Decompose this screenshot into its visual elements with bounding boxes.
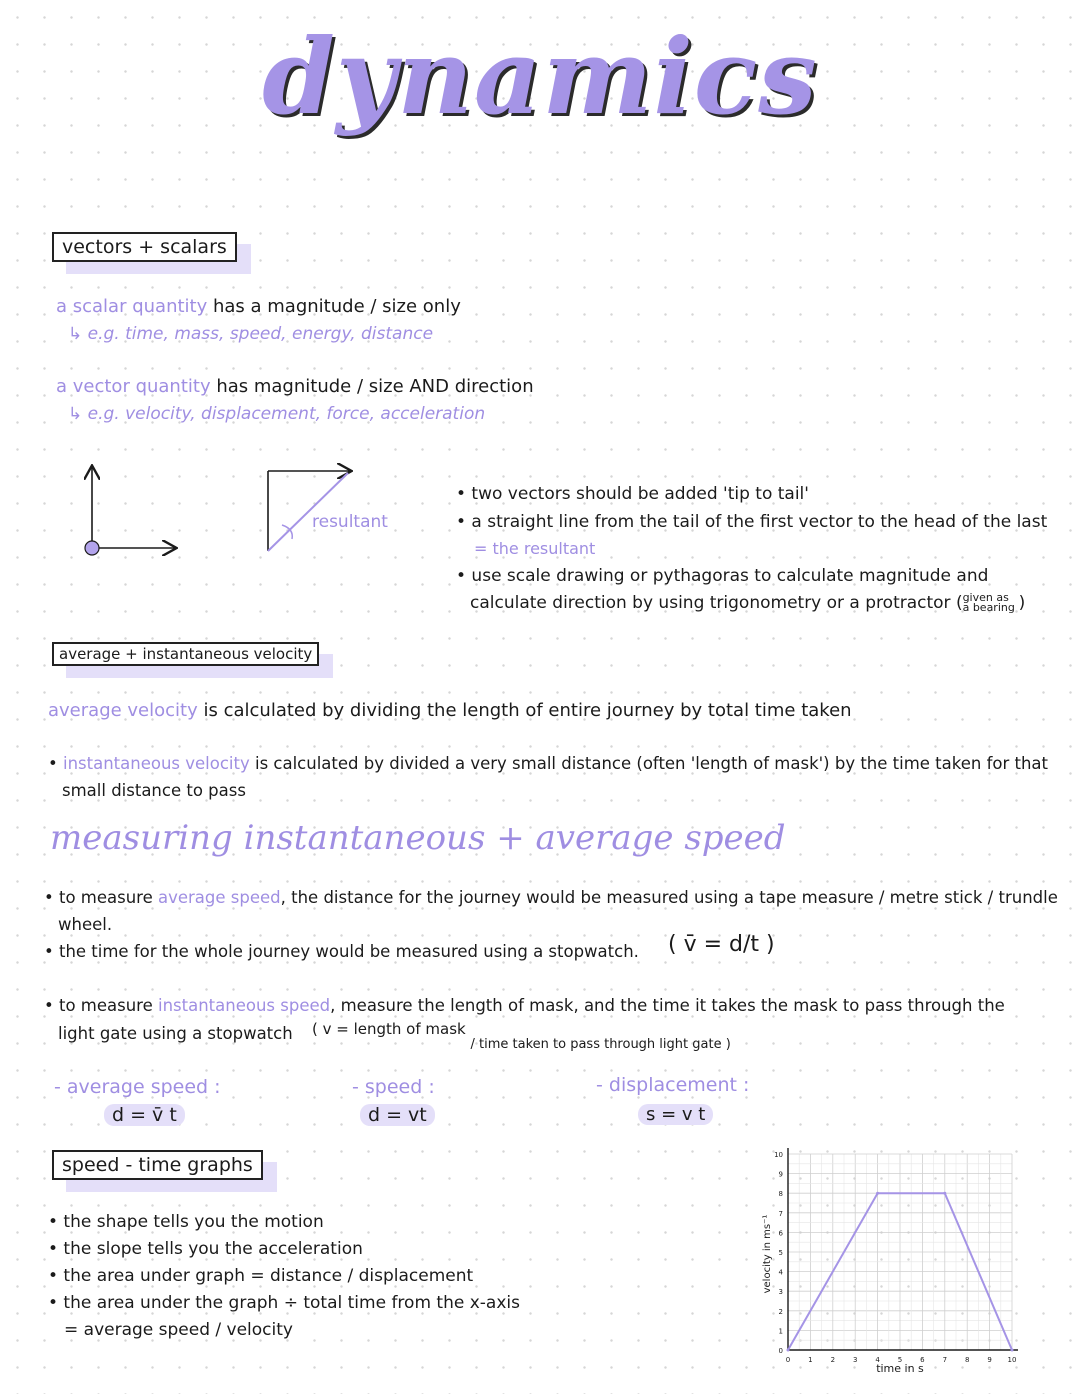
note-tip-to-tail: • two vectors should be added 'tip to tail' xyxy=(456,484,809,504)
average-velocity-formula: ( v̄ = d/t ) xyxy=(668,932,775,957)
measure-inst-prefix: • to measure xyxy=(44,996,158,1015)
x-tick-label: 0 xyxy=(785,1356,791,1364)
scalar-term: a scalar quantity xyxy=(56,296,208,317)
chart-x-label: time in s xyxy=(876,1362,924,1375)
y-tick-label: 7 xyxy=(778,1209,783,1218)
x-tick-label: 2 xyxy=(830,1356,836,1364)
measuring-heading: measuring instantaneous + average speed xyxy=(50,818,786,858)
section-heading-graphs: speed - time graphs xyxy=(52,1150,263,1180)
y-tick-label: 10 xyxy=(774,1151,783,1159)
vector-definition xyxy=(56,376,534,397)
data-point xyxy=(943,1192,946,1195)
y-tick-label: 4 xyxy=(778,1268,783,1277)
speed-equation: d = vt xyxy=(360,1104,435,1126)
y-tick-label: 9 xyxy=(778,1170,783,1179)
tip-to-tail-vectors xyxy=(268,471,350,551)
chart-grid xyxy=(788,1154,1012,1350)
speed-label: - speed : xyxy=(352,1076,435,1098)
measure-average-term: average speed xyxy=(158,888,281,907)
resultant-label: resultant xyxy=(312,512,388,532)
scalar-rest: has a magnitude / size only xyxy=(207,296,461,317)
measure-average-prefix: • to measure xyxy=(44,888,158,907)
instantaneous-speed-formula xyxy=(312,1020,731,1052)
y-tick-label: 1 xyxy=(778,1327,783,1336)
perpendicular-vectors xyxy=(85,467,175,555)
graph-note-area: • the area under graph = distance / displacement xyxy=(48,1266,474,1286)
note-bearing: given as a bearing xyxy=(962,591,1015,614)
instantaneous-velocity-term: instantaneous velocity xyxy=(62,754,250,773)
formula-denominator: / time taken to pass through light gate ) xyxy=(470,1037,731,1052)
x-tick-label: 5 xyxy=(897,1356,903,1364)
chart-axes xyxy=(788,1148,1018,1350)
speed-time-chart xyxy=(752,1142,1032,1378)
vector-rest: has magnitude / size AND direction xyxy=(210,376,534,397)
note-close-paren: ) xyxy=(1018,593,1026,613)
x-tick-label: 8 xyxy=(964,1356,970,1364)
average-velocity-rest: is calculated by dividing the length of entire journey by total time taken xyxy=(197,700,852,721)
x-tick-label: 1 xyxy=(808,1356,813,1364)
data-point xyxy=(876,1192,879,1195)
measure-inst-term: instantaneous speed xyxy=(158,996,331,1015)
x-tick-label: 6 xyxy=(920,1356,925,1364)
measure-average-speed xyxy=(44,888,1058,907)
instantaneous-velocity-cont: small distance to pass xyxy=(62,781,246,800)
vector-term: a vector quantity xyxy=(56,376,211,397)
note-direction xyxy=(470,593,1025,613)
measure-instantaneous-speed xyxy=(44,996,1005,1015)
section-heading-velocity: average + instantaneous velocity xyxy=(52,642,319,666)
formula-numerator: ( v = length of mask xyxy=(312,1020,466,1038)
y-tick-label: 5 xyxy=(778,1249,783,1257)
graph-note-slope: • the slope tells you the acceleration xyxy=(48,1239,363,1259)
graph-note-average-result: = average speed / velocity xyxy=(64,1320,293,1340)
y-tick-label: 2 xyxy=(778,1307,783,1316)
note-resultant: • a straight line from the tail of the first vector to the head of the last xyxy=(456,512,1048,532)
note-scale-drawing: • use scale drawing or pythagoras to calculate magnitude and xyxy=(456,566,989,586)
average-velocity-term: average velocity xyxy=(48,700,198,721)
y-tick-label: 6 xyxy=(778,1229,783,1238)
instantaneous-velocity-rest: is calculated by divided a very small distance (often 'length of mask') by the time taken for that xyxy=(249,754,1049,773)
y-tick-label: 0 xyxy=(778,1347,783,1355)
note-direction-text: calculate direction by using trigonometry or a protractor ( xyxy=(470,593,963,613)
chart-y-label: velocity in ms⁻¹ xyxy=(762,1214,773,1294)
scalar-definition xyxy=(56,296,461,317)
data-point xyxy=(787,1349,790,1352)
measure-average-cont: wheel. xyxy=(58,915,113,934)
section-heading-vectors: vectors + scalars xyxy=(52,232,237,262)
y-tick-label: 3 xyxy=(778,1288,783,1297)
x-tick-label: 10 xyxy=(1007,1356,1017,1364)
note-resultant-cont: = the resultant xyxy=(474,539,596,558)
average-velocity-definition xyxy=(48,700,852,721)
measure-average-rest: , the distance for the journey would be measured using a tape measure / metre stick / trundle xyxy=(280,888,1058,907)
graph-note-average: • the area under the graph ÷ total time from the x-axis xyxy=(48,1293,520,1313)
origin-dot xyxy=(85,541,99,555)
x-tick-label: 9 xyxy=(987,1356,992,1364)
y-tick-label: 8 xyxy=(778,1190,783,1199)
x-tick-label: 3 xyxy=(852,1356,858,1364)
x-tick-label: 4 xyxy=(875,1356,880,1364)
displacement-equation: s = v t xyxy=(638,1104,713,1125)
displacement-label: - displacement : xyxy=(596,1074,750,1096)
average-speed-equation: d = v̄ t xyxy=(104,1104,185,1126)
measure-inst-cont: light gate using a stopwatch xyxy=(58,1024,293,1043)
vector-examples: ↳ e.g. velocity, displacement, force, acceleration xyxy=(68,404,486,424)
measure-inst-rest: , measure the length of mask, and the time it takes the mask to pass through the xyxy=(330,996,1005,1015)
scalar-examples: ↳ e.g. time, mass, speed, energy, distance xyxy=(68,324,434,344)
page-title: dynamics xyxy=(262,15,818,138)
x-tick-label: 7 xyxy=(942,1356,948,1364)
measure-time-stopwatch: • the time for the whole journey would be measured using a stopwatch. xyxy=(44,942,639,961)
average-speed-label: - average speed : xyxy=(54,1076,221,1098)
instantaneous-velocity-definition: • instantaneous velocity is calculated by divided a very small distance (often 'length of mask') by the time taken for that xyxy=(48,754,1049,773)
graph-note-shape: • the shape tells you the motion xyxy=(48,1212,324,1232)
data-point xyxy=(1011,1349,1014,1352)
